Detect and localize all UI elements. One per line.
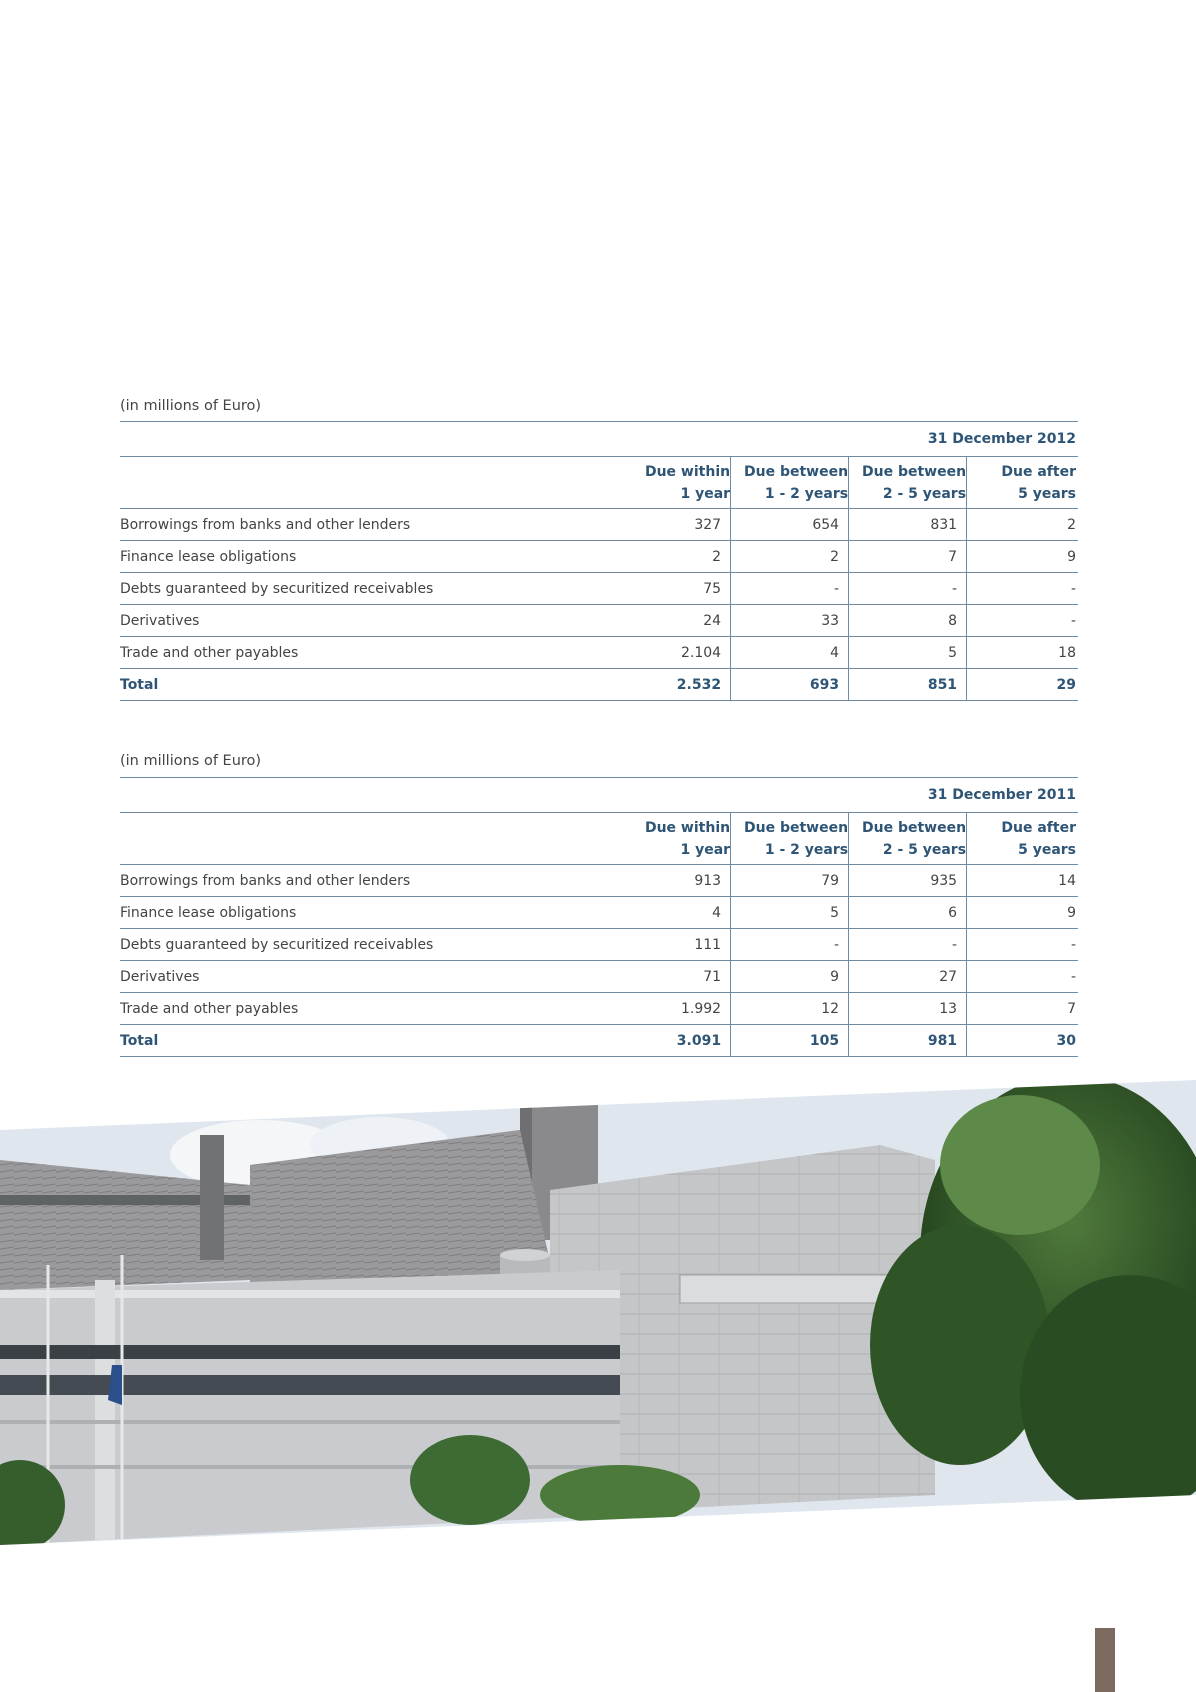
row-label: Derivatives <box>120 605 620 637</box>
header-due-after-5-years: Due after 5 years <box>967 813 1078 865</box>
row-label: Trade and other payables <box>120 993 620 1025</box>
total-label: Total <box>120 1025 620 1057</box>
cell-value: 4 <box>620 897 730 929</box>
row-label: Finance lease obligations <box>120 541 620 573</box>
cell-value: 913 <box>620 865 730 897</box>
cell-value: 8 <box>849 605 967 637</box>
cell-value: 831 <box>849 509 967 541</box>
table-row <box>120 929 1078 961</box>
table-row <box>120 865 1078 897</box>
table-row <box>120 897 1078 929</box>
total-row <box>120 1025 1078 1057</box>
cell-value: 9 <box>967 541 1078 573</box>
header-due-after-5-years: Due after 5 years <box>967 457 1078 509</box>
cell-value: - <box>967 605 1078 637</box>
cell-value: 24 <box>620 605 730 637</box>
table-header-row <box>120 457 1078 509</box>
cell-value: 6 <box>849 897 967 929</box>
table-row <box>120 637 1078 669</box>
table-row <box>120 993 1078 1025</box>
row-label: Borrowings from banks and other lenders <box>120 865 620 897</box>
total-value: 105 <box>731 1025 849 1057</box>
table-date-row <box>120 778 1078 813</box>
liabilities-table-2012 <box>120 421 1078 701</box>
cell-value: 5 <box>849 637 967 669</box>
header-due-1-2-years: Due between 1 - 2 years <box>731 813 849 865</box>
total-value: 851 <box>849 669 967 701</box>
total-row <box>120 669 1078 701</box>
table-date-row <box>120 422 1078 457</box>
header-due-2-5-years: Due between 2 - 5 years <box>849 457 967 509</box>
cell-value: 5 <box>731 897 849 929</box>
cell-value: 27 <box>849 961 967 993</box>
cell-value: 1.992 <box>620 993 730 1025</box>
cell-value: - <box>849 929 967 961</box>
table-row <box>120 961 1078 993</box>
total-value: 693 <box>731 669 849 701</box>
cell-value: 327 <box>620 509 730 541</box>
cell-value: 12 <box>731 993 849 1025</box>
cell-value: 2 <box>967 509 1078 541</box>
cell-value: 7 <box>967 993 1078 1025</box>
row-label: Debts guaranteed by securitized receivables <box>120 573 620 605</box>
cell-value: 18 <box>967 637 1078 669</box>
cell-value: - <box>967 961 1078 993</box>
liabilities-table-2011 <box>120 777 1078 1057</box>
table-row <box>120 573 1078 605</box>
cell-value: 935 <box>849 865 967 897</box>
total-value: 29 <box>967 669 1078 701</box>
header-due-within-1-year: Due within 1 year <box>620 813 730 865</box>
unit-caption-2012: (in millions of Euro) <box>120 398 262 414</box>
cell-value: 4 <box>731 637 849 669</box>
table-date: 31 December 2012 <box>120 422 1078 457</box>
cell-value: 2.104 <box>620 637 730 669</box>
cell-value: - <box>967 929 1078 961</box>
table-row <box>120 541 1078 573</box>
cell-value: 71 <box>620 961 730 993</box>
cell-value: - <box>849 573 967 605</box>
table-date: 31 December 2011 <box>120 778 1078 813</box>
cell-value: - <box>967 573 1078 605</box>
total-value: 981 <box>849 1025 967 1057</box>
table-row <box>120 509 1078 541</box>
row-label: Borrowings from banks and other lenders <box>120 509 620 541</box>
table-header-row <box>120 813 1078 865</box>
cell-value: 2 <box>620 541 730 573</box>
cell-value: 14 <box>967 865 1078 897</box>
table-row <box>120 605 1078 637</box>
row-label: Derivatives <box>120 961 620 993</box>
cell-value: 75 <box>620 573 730 605</box>
header-due-within-1-year: Due within 1 year <box>620 457 730 509</box>
cell-value: 33 <box>731 605 849 637</box>
cell-value: - <box>731 929 849 961</box>
total-value: 2.532 <box>620 669 730 701</box>
header-due-1-2-years: Due between 1 - 2 years <box>731 457 849 509</box>
cell-value: 9 <box>731 961 849 993</box>
cell-value: 7 <box>849 541 967 573</box>
cell-value: 13 <box>849 993 967 1025</box>
cell-value: 9 <box>967 897 1078 929</box>
row-label: Trade and other payables <box>120 637 620 669</box>
cell-value: 79 <box>731 865 849 897</box>
cell-value: 111 <box>620 929 730 961</box>
unit-caption-2011: (in millions of Euro) <box>120 753 262 769</box>
total-value: 30 <box>967 1025 1078 1057</box>
total-label: Total <box>120 669 620 701</box>
page-bookmark-tab <box>1095 1628 1115 1692</box>
cell-value: 654 <box>731 509 849 541</box>
cell-value: - <box>731 573 849 605</box>
header-due-2-5-years: Due between 2 - 5 years <box>849 813 967 865</box>
building-photo <box>0 1075 1196 1550</box>
cell-value: 2 <box>731 541 849 573</box>
total-value: 3.091 <box>620 1025 730 1057</box>
row-label: Debts guaranteed by securitized receivables <box>120 929 620 961</box>
row-label: Finance lease obligations <box>120 897 620 929</box>
